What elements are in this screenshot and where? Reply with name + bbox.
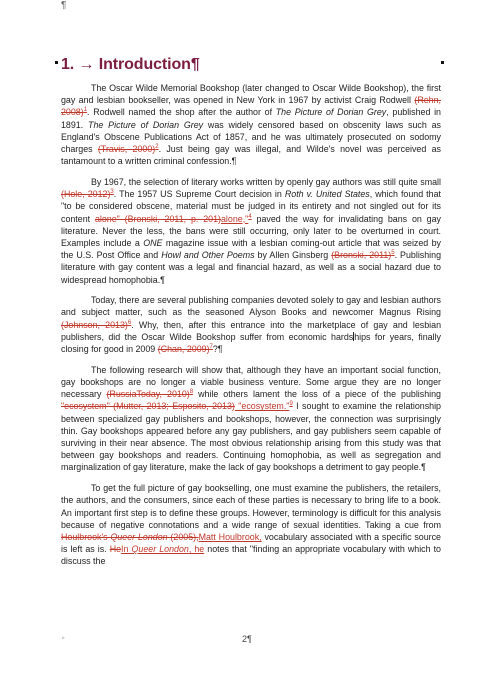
footnote-reference[interactable]: 3 [110, 189, 114, 196]
tracked-deletion: (Chan, 2009) [157, 344, 210, 355]
section-heading[interactable]: 1. → Introduction¶ [61, 56, 200, 73]
paragraph[interactable] [61, 294, 441, 355]
tracked-deletion: "ecosystem" (Mutter, 2013; Esposito, 2013) [61, 401, 235, 412]
paragraph[interactable] [61, 176, 441, 286]
text-run: The Oscar Wilde Memorial Bookshop (later changed to Oscar Wilde Bookshop), the first gay and lesbian bookseller, was opened in New York in 1967 by activist Craig Rodwell [61, 83, 441, 106]
italic-text: ONE [143, 237, 163, 248]
footnote-reference[interactable]: 1 [83, 107, 88, 114]
text-run: notes that "finding an appropriate vocabulary with which to discuss the [61, 544, 441, 567]
body-text[interactable] [61, 82, 441, 576]
text-run: By 1967, the selection of literary works written by openly gay authors was still quite small [91, 176, 441, 187]
text-run: I sought to examine the relationship between specialized gay publishers and bookshops, however, the connection was surprisingly thin. Gay bookshops appeared before any gay publishers, and gay publishers seem capable of surviving in their near absence. The most obvious relationship arising from this study was that between gay bookshops and readers. Continuing homophobia, as well as segregation and marginalization of gay literature, make the lack of gay bookshops a detriment to gay people.¶ [61, 401, 441, 473]
tracked-deletion: (Rehn, 2008) [61, 95, 441, 118]
footnote-reference[interactable]: 8 [189, 389, 194, 396]
text-run: . Why, then, after this entrance into the marketplace of gay and lesbian publishers, did the Oscar Wilde Bookshop suffer from economic hards [61, 319, 442, 342]
tracked-deletion: alone" (Bronski, 2011, p. 201) [94, 213, 221, 224]
margin-marker-left [55, 61, 58, 64]
tracked-insertion: "ecosystem." [234, 401, 290, 412]
text-run: magazine issue with a lesbian coming-out article that was seized by the U.S. Post Office and [61, 237, 441, 261]
tracked-insertion: Queer London [131, 544, 189, 555]
text-run: To get the full picture of gay bookselling, one must examine the publishers, the retailers, the authors, and the consumers, since each of these parties is necessary to bring life to a book. An important first step is to define these groups. However, terminology is difficult for this analysis because of negative connotations and a wide range of sexual identities. Taking a cue from [61, 483, 441, 530]
tracked-deletion: (Travis, 2000) [97, 144, 156, 155]
text-run: The following research will show that, although they have an important social function, gay bookshops are no longer a viable business venture. Some argue they are no longer necessary [61, 364, 441, 400]
text-run: . Rodwell named the shop after the author of [87, 107, 276, 118]
text-run: hips for years, finally closing for good in 2009 [61, 331, 441, 355]
footnote-reference[interactable]: 2 [155, 144, 159, 151]
footnote-reference[interactable]: 7 [209, 344, 213, 351]
text-run: . Publishing literature with gay content was a legal and financial hazard, as well as a social hazard due to widespread homophobia.¶ [61, 250, 442, 285]
tracked-deletion: (Hole, 2012) [61, 189, 111, 200]
paragraph[interactable] [61, 364, 441, 474]
italic-text: Howl and Other Poems [161, 250, 255, 261]
text-run: . Just being gay was illegal, and Wilde's novel was perceived as tantamount to a written criminal confession.¶ [61, 144, 441, 167]
paragraph[interactable] [61, 82, 441, 167]
tracked-deletion: Queer London [110, 531, 168, 542]
footer-mark: " [62, 637, 65, 644]
tracked-insertion: alone," [220, 213, 249, 224]
text-run: Today, there are several publishing companies devoted solely to gay and lesbian authors and subject matter, such as the seasoned Alyson Books and newcomer Magnus Rising [61, 295, 441, 318]
tracked-insertion: Matt Houlbrook, [198, 531, 262, 542]
paragraph[interactable] [61, 482, 441, 567]
margin-marker-right [441, 61, 444, 64]
italic-text: The Picture of Dorian Grey [275, 107, 387, 118]
italic-text: Roth v. United States [284, 189, 370, 200]
text-run: , published in 1891. [61, 107, 441, 130]
text-run: , which found that "to be considered obscene, material must be judged in its entirety and not singled out for its content [61, 189, 441, 224]
tracked-insertion: , he [188, 544, 205, 555]
text-run: ?¶ [212, 344, 223, 355]
tracked-insertion: In [121, 544, 132, 555]
italic-text: The Picture of Dorian Grey [88, 119, 204, 130]
text-run: vocabulary associated with a specific source is left as is. [61, 531, 441, 555]
tracked-deletion: (RussiaToday, 2010) [106, 389, 190, 400]
tracked-deletion: He [109, 544, 122, 555]
footnote-reference[interactable]: 9 [289, 401, 293, 408]
footnote-reference[interactable]: 6 [127, 319, 132, 326]
page-number: 2¶ [242, 634, 252, 644]
text-run: while others lament the loss of a piece of the publishing [193, 389, 441, 400]
text-run: was widely censored based on obscenity laws such as England's Obscene Publications Act of 1857, and he was ultimately prosecuted on sodomy charges [61, 119, 441, 155]
footnote-reference[interactable]: 5 [391, 250, 395, 257]
text-run: by Allen Ginsberg [254, 250, 332, 261]
tracked-deletion: Houlbrook's [61, 531, 111, 542]
footnote-reference[interactable]: 4 [248, 213, 252, 220]
text-run: paved the way for invalidating bans on gay literature. Never the less, the bans were still occurring, only later to be overturned in court. Examples include a [61, 213, 441, 248]
tracked-deletion: (2005), [167, 531, 199, 542]
paragraph-mark: ¶ [61, 0, 67, 11]
text-run: . The 1957 US Supreme Court decision in [113, 189, 285, 200]
tracked-deletion: (Johnson, 2013) [61, 319, 128, 330]
tracked-deletion: (Bronski, 2011) [331, 250, 392, 261]
